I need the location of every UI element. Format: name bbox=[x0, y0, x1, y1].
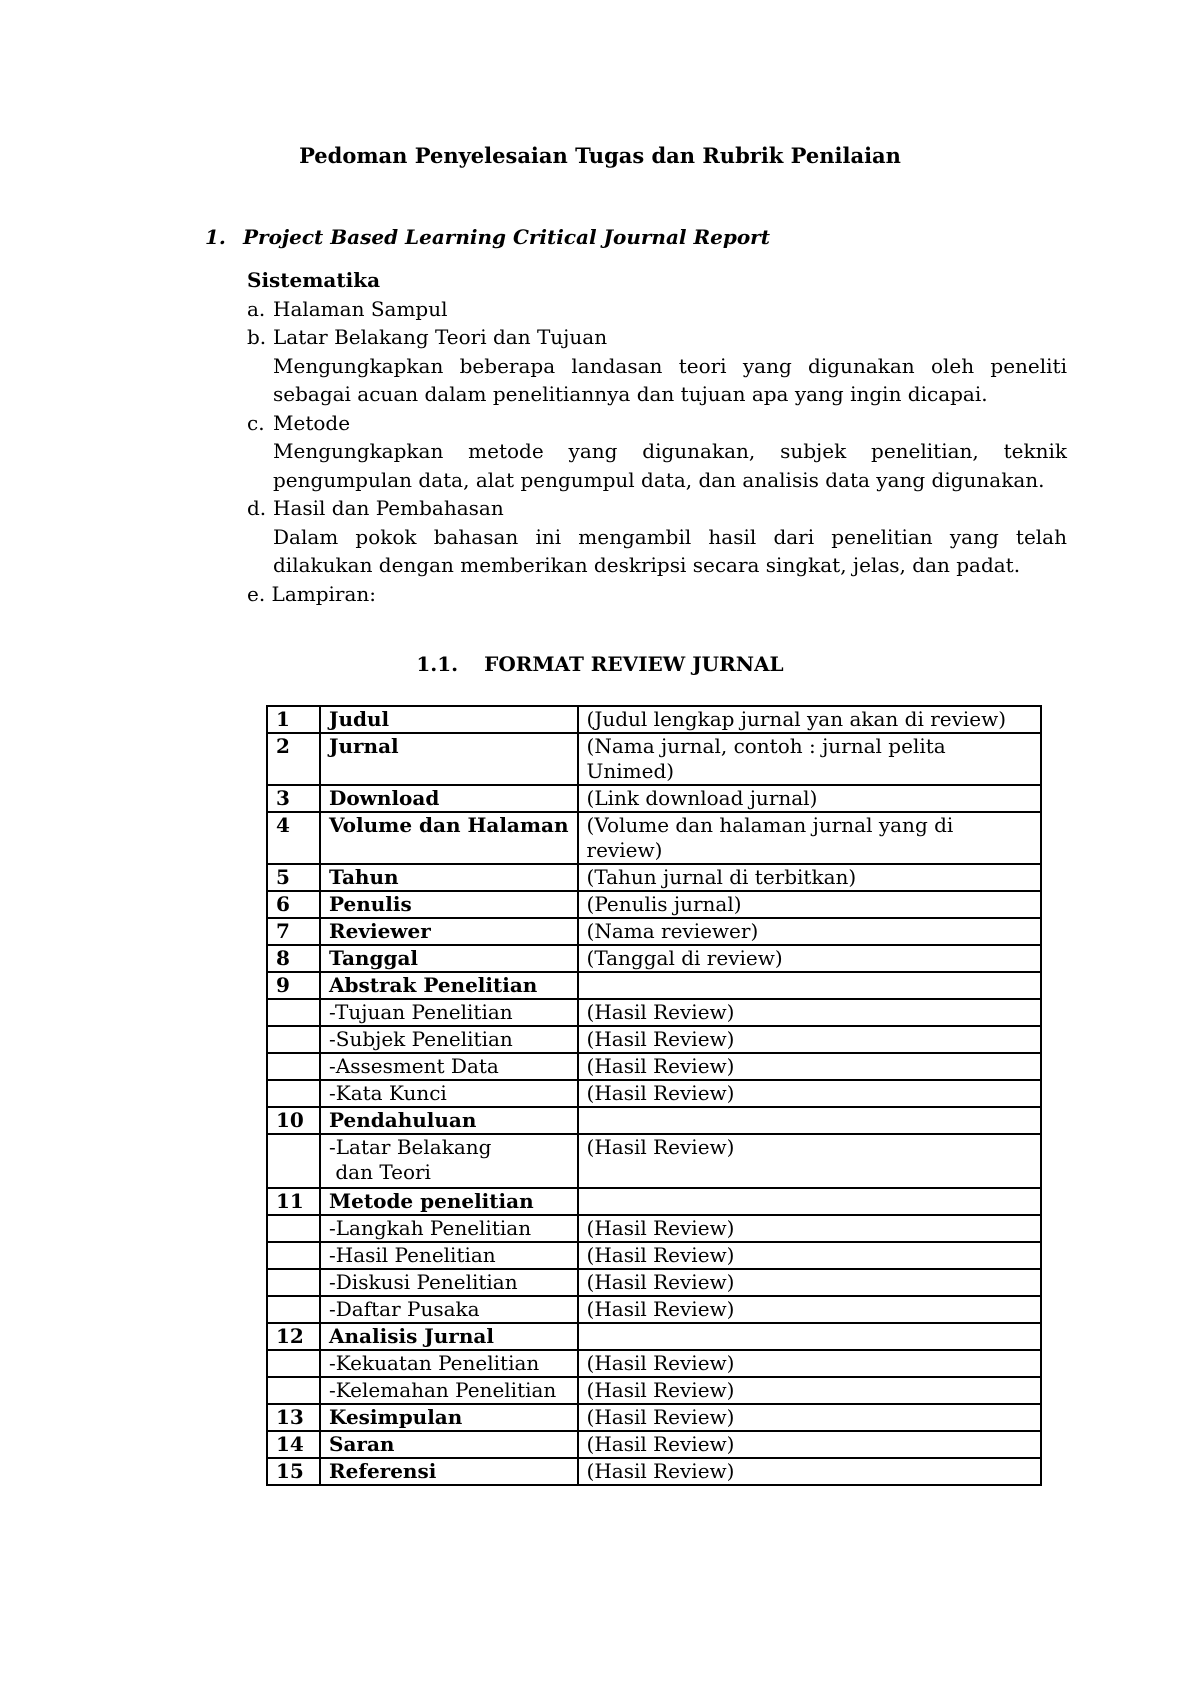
row-number: 7 bbox=[267, 918, 320, 945]
row-number: 1 bbox=[267, 706, 320, 733]
table-row bbox=[267, 1269, 1041, 1296]
section-heading bbox=[205, 225, 770, 249]
row-value: (Nama jurnal, contoh : jurnal pelita Unimed) bbox=[578, 733, 1041, 785]
row-label: -Assesment Data bbox=[320, 1053, 578, 1080]
row-number: 10 bbox=[267, 1107, 320, 1134]
row-label: -Daftar Pusaka bbox=[320, 1296, 578, 1323]
row-label: Metode penelitian bbox=[320, 1188, 578, 1215]
row-label: -Kelemahan Penelitian bbox=[320, 1377, 578, 1404]
row-number: 8 bbox=[267, 945, 320, 972]
row-label: Tahun bbox=[320, 864, 578, 891]
row-value: (Tahun jurnal di terbitkan) bbox=[578, 864, 1041, 891]
item-title: Hasil dan Pembahasan bbox=[273, 496, 504, 520]
row-value: (Judul lengkap jurnal yan akan di review) bbox=[578, 706, 1041, 733]
row-label: Jurnal bbox=[320, 733, 578, 785]
item-description: Mengungkapkan beberapa landasan teori yang digunakan oleh peneliti sebagai acuan dalam penelitiannya dan tujuan apa yang ingin dicapai. bbox=[273, 353, 1067, 406]
row-number bbox=[267, 1296, 320, 1323]
row-number bbox=[267, 1350, 320, 1377]
sistematika-item bbox=[247, 409, 1067, 495]
row-label: Judul bbox=[320, 706, 578, 733]
row-number: 15 bbox=[267, 1458, 320, 1485]
format-number: 1.1. bbox=[416, 652, 459, 676]
row-number bbox=[267, 1134, 320, 1188]
row-label: Download bbox=[320, 785, 578, 812]
table-row bbox=[267, 999, 1041, 1026]
row-value: (Hasil Review) bbox=[578, 1269, 1041, 1296]
table-row bbox=[267, 1215, 1041, 1242]
sistematika-item bbox=[247, 323, 1067, 409]
row-label: -Hasil Penelitian bbox=[320, 1242, 578, 1269]
format-title bbox=[0, 652, 1200, 676]
sistematika-heading: Sistematika bbox=[247, 268, 381, 292]
item-letter: d. bbox=[247, 496, 267, 520]
table-row bbox=[267, 812, 1041, 864]
row-label: Volume dan Halaman bbox=[320, 812, 578, 864]
row-number: 11 bbox=[267, 1188, 320, 1215]
row-value: (Hasil Review) bbox=[578, 1458, 1041, 1485]
row-value: (Hasil Review) bbox=[578, 1377, 1041, 1404]
row-number bbox=[267, 999, 320, 1026]
row-label: -Subjek Penelitian bbox=[320, 1026, 578, 1053]
format-title-text: FORMAT REVIEW JURNAL bbox=[484, 652, 784, 676]
table-row bbox=[267, 785, 1041, 812]
row-number bbox=[267, 1053, 320, 1080]
row-value: (Hasil Review) bbox=[578, 1134, 1041, 1188]
table-row bbox=[267, 864, 1041, 891]
row-value bbox=[578, 1323, 1041, 1350]
item-letter: a. bbox=[247, 296, 266, 321]
row-value: (Hasil Review) bbox=[578, 1053, 1041, 1080]
row-number: 13 bbox=[267, 1404, 320, 1431]
row-value: (Link download jurnal) bbox=[578, 785, 1041, 812]
row-value: (Hasil Review) bbox=[578, 1026, 1041, 1053]
row-label: Kesimpulan bbox=[320, 1404, 578, 1431]
row-number bbox=[267, 1026, 320, 1053]
row-number bbox=[267, 1269, 320, 1296]
table-row bbox=[267, 1188, 1041, 1215]
row-number bbox=[267, 1215, 320, 1242]
row-number: 5 bbox=[267, 864, 320, 891]
table-row bbox=[267, 1323, 1041, 1350]
row-label: -Langkah Penelitian bbox=[320, 1215, 578, 1242]
item-title: Latar Belakang Teori dan Tujuan bbox=[273, 325, 608, 349]
table-row bbox=[267, 1296, 1041, 1323]
row-number bbox=[267, 1080, 320, 1107]
table-row bbox=[267, 1053, 1041, 1080]
table-row bbox=[267, 733, 1041, 785]
table-row bbox=[267, 1134, 1041, 1188]
row-value: (Hasil Review) bbox=[578, 1431, 1041, 1458]
item-description: Mengungkapkan metode yang digunakan, subjek penelitian, teknik pengumpulan data, alat pengumpul data, dan analisis data yang digunakan. bbox=[273, 439, 1067, 492]
item-description: Dalam pokok bahasan ini mengambil hasil dari penelitian yang telah dilakukan dengan memberikan deskripsi secara singkat, jelas, dan padat. bbox=[273, 524, 1067, 577]
row-label: Referensi bbox=[320, 1458, 578, 1485]
row-number: 2 bbox=[267, 733, 320, 785]
table-row bbox=[267, 1458, 1041, 1485]
row-number: 12 bbox=[267, 1323, 320, 1350]
row-label: Penulis bbox=[320, 891, 578, 918]
table-row bbox=[267, 1026, 1041, 1053]
table-row bbox=[267, 1431, 1041, 1458]
row-value bbox=[578, 972, 1041, 999]
row-label: Reviewer bbox=[320, 918, 578, 945]
table-row bbox=[267, 1404, 1041, 1431]
table-row bbox=[267, 972, 1041, 999]
row-value: (Hasil Review) bbox=[578, 1350, 1041, 1377]
row-number bbox=[267, 1377, 320, 1404]
row-label: -Latar Belakang dan Teori bbox=[320, 1134, 578, 1188]
row-label: -Tujuan Penelitian bbox=[320, 999, 578, 1026]
row-value: (Nama reviewer) bbox=[578, 918, 1041, 945]
row-value: (Tanggal di review) bbox=[578, 945, 1041, 972]
table-row bbox=[267, 1350, 1041, 1377]
row-label: Abstrak Penelitian bbox=[320, 972, 578, 999]
row-label: Pendahuluan bbox=[320, 1107, 578, 1134]
table-row bbox=[267, 1377, 1041, 1404]
table-row bbox=[267, 1242, 1041, 1269]
item-letter: c. bbox=[247, 410, 265, 435]
sistematika-item bbox=[247, 494, 1067, 580]
row-value bbox=[578, 1188, 1041, 1215]
table-row bbox=[267, 891, 1041, 918]
row-value bbox=[578, 1107, 1041, 1134]
section-number: 1. bbox=[205, 225, 226, 249]
document-title: Pedoman Penyelesaian Tugas dan Rubrik Penilaian bbox=[299, 143, 901, 168]
table-row bbox=[267, 706, 1041, 733]
row-value: (Hasil Review) bbox=[578, 1404, 1041, 1431]
sistematika-block bbox=[247, 266, 1067, 608]
row-number: 4 bbox=[267, 812, 320, 864]
sistematika-item bbox=[247, 295, 1067, 324]
row-value: (Hasil Review) bbox=[578, 1296, 1041, 1323]
row-label: -Kekuatan Penelitian bbox=[320, 1350, 578, 1377]
row-number: 14 bbox=[267, 1431, 320, 1458]
row-value: (Volume dan halaman jurnal yang di review) bbox=[578, 812, 1041, 864]
review-format-table bbox=[266, 705, 1042, 1486]
row-number bbox=[267, 1242, 320, 1269]
row-label: -Kata Kunci bbox=[320, 1080, 578, 1107]
section-title: Project Based Learning Critical Journal Report bbox=[243, 225, 770, 249]
row-label: -Diskusi Penelitian bbox=[320, 1269, 578, 1296]
sistematika-item-e: e. Lampiran: bbox=[247, 581, 377, 606]
item-letter: b. bbox=[247, 325, 267, 349]
table-row bbox=[267, 1107, 1041, 1134]
row-number: 6 bbox=[267, 891, 320, 918]
row-value: (Penulis jurnal) bbox=[578, 891, 1041, 918]
row-value: (Hasil Review) bbox=[578, 1242, 1041, 1269]
table-row bbox=[267, 1080, 1041, 1107]
table-row bbox=[267, 945, 1041, 972]
row-value: (Hasil Review) bbox=[578, 1215, 1041, 1242]
item-title: Halaman Sampul bbox=[273, 296, 448, 321]
row-value: (Hasil Review) bbox=[578, 999, 1041, 1026]
row-label: Saran bbox=[320, 1431, 578, 1458]
row-number: 3 bbox=[267, 785, 320, 812]
row-label: Analisis Jurnal bbox=[320, 1323, 578, 1350]
row-label: Tanggal bbox=[320, 945, 578, 972]
table-row bbox=[267, 918, 1041, 945]
item-title: Metode bbox=[273, 410, 351, 435]
sistematika-list bbox=[247, 295, 1067, 580]
row-number: 9 bbox=[267, 972, 320, 999]
row-value: (Hasil Review) bbox=[578, 1080, 1041, 1107]
